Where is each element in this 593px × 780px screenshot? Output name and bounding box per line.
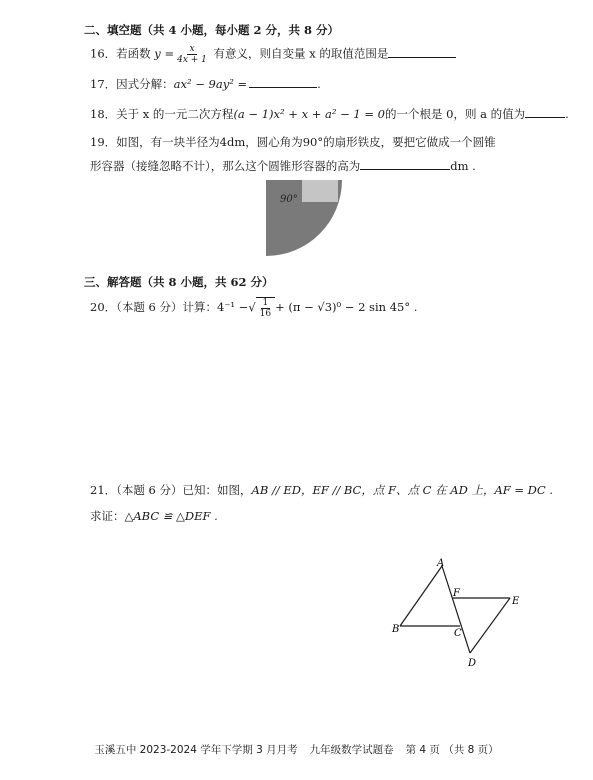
q21-note: （本题 6 分）已知：如图， [116,483,252,497]
footer-page: 第 4 页 （共 8 页） [405,744,499,756]
q19-line2: 形容器（接缝忽略不计），那么这个圆锥形容器的高为 [90,159,361,173]
segment-AD [442,566,470,653]
q17-answer-blank[interactable] [249,76,317,88]
q19-unit: dm . [450,159,476,173]
sector-glare [302,180,338,202]
q19-line1: 如图，有一块半径为4dm，圆心角为90°的扇形铁皮，要把它做成一个圆锥 [116,135,496,149]
label-B: B [392,624,400,635]
q17-tail: . [317,77,321,91]
q16-pre: 若函数 [116,46,155,61]
q20-note: （本题 6 分）计算： [116,300,218,314]
question-18 [90,106,569,122]
figure-21-triangles [390,558,530,670]
q16-frac-den: 4x + 1 [177,55,207,65]
question-19-line2 [90,158,476,174]
q17-expr: ax² − 9ay² = [173,77,248,91]
q16-func: y = [154,46,175,61]
q19-answer-blank[interactable] [360,158,450,170]
q16-answer-blank[interactable] [388,46,456,58]
footer-paper: 九年级数学试题卷 [309,744,394,756]
q16-frac-num: x [189,44,195,54]
label-E: E [512,596,520,607]
q20-part1: 4⁻¹ − [217,300,249,314]
segment-AB [400,566,442,626]
q20-sqrt-num: 1 [262,298,269,308]
question-20 [90,297,417,319]
sector-angle-label: 90° [280,194,298,205]
figure-19-sector [262,178,342,258]
q16-fraction [175,44,209,65]
segment-ED [470,598,510,653]
q19-number: 19． [90,135,117,149]
q21-number: 21． [90,483,117,497]
page-footer [0,742,593,757]
q17-pre: 因式分解： [116,77,174,91]
q18-number: 18． [90,107,117,121]
label-A: A [437,558,445,569]
q20-sqrt-den: 16 [259,309,272,319]
label-C: C [454,628,462,639]
question-16 [90,44,456,65]
q21-prove-label: 求证： [90,509,125,523]
q16-number: 16． [90,46,117,61]
q18-expr: (a − 1)x² + x + a² − 1 = 0 [233,107,385,121]
q18-pre: 关于 x 的一元二次方程 [116,107,234,121]
q20-part2: + (π − √3)⁰ − 2 sin 45° . [275,300,418,314]
q20-sqrt: √ $\frac{1}{16}$ [248,297,275,319]
q17-number: 17． [90,77,117,91]
question-19-line1 [90,134,496,150]
q18-post: 的一个根是 0，则 a 的值为 [385,107,526,121]
q21-prove: △ABC ≌ △DEF . [124,509,218,523]
q18-answer-blank[interactable] [525,106,565,118]
label-F: F [453,588,460,599]
q20-number: 20． [90,300,117,314]
q18-tail: . [565,107,569,121]
question-17 [90,76,321,92]
q16-post: 有意义，则自变量 x 的取值范围是 [209,46,389,61]
section2-title: 二、填空题（共 4 小题，每小题 2 分，共 8 分） [84,23,340,37]
question-21-line1 [90,482,553,498]
q21-given: AB // ED，EF // BC，点 F、点 C 在 AD 上，AF = DC . [251,483,554,497]
question-21-line2 [90,508,218,524]
label-D: D [468,658,477,669]
section3-title: 三、解答题（共 8 小题，共 62 分） [84,275,274,289]
footer-school: 玉溪五中 2023-2024 学年下学期 3 月月考 [94,744,298,756]
